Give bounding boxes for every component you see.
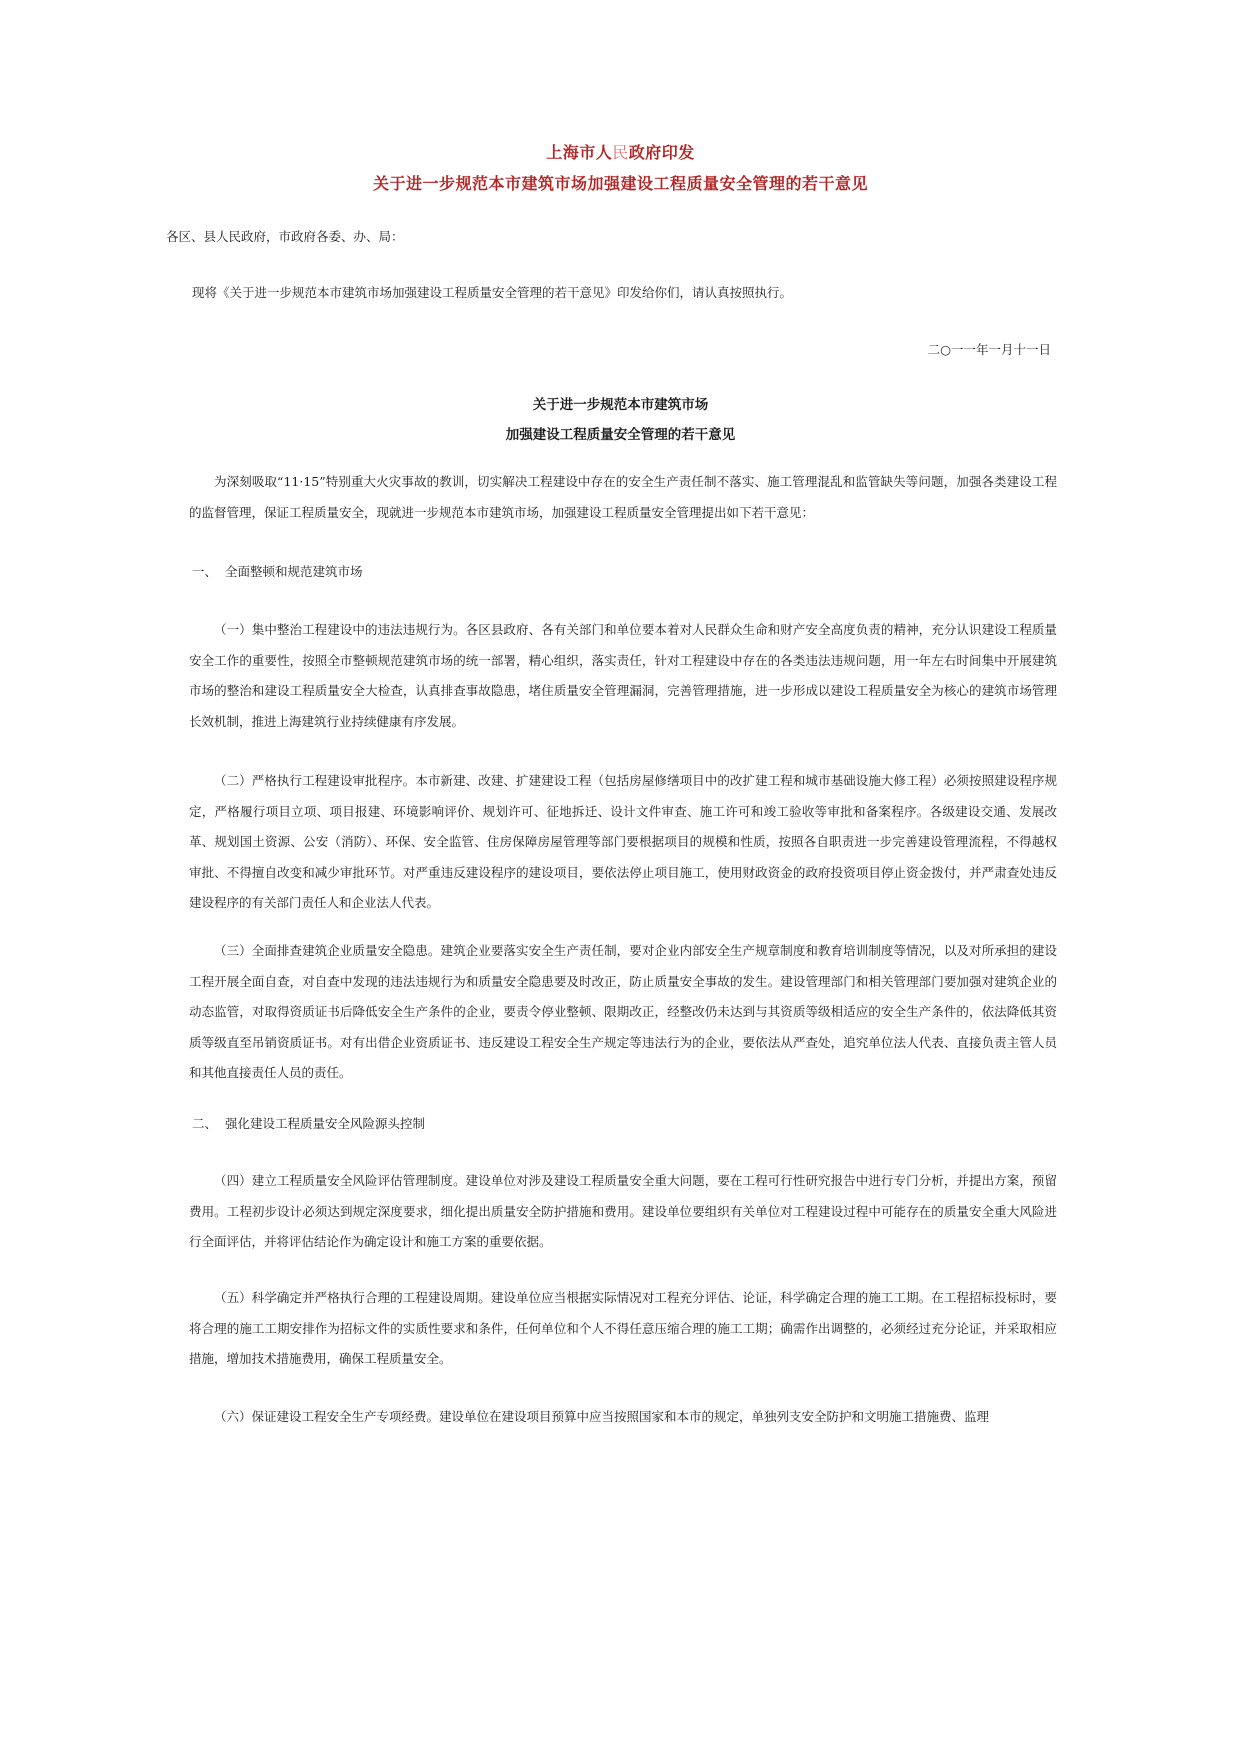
title-emphasis-char: 民 — [612, 143, 629, 162]
section1-heading: 一、 全面整顿和规范建筑市场 — [192, 564, 363, 579]
intro-paragraph: 为深刻吸取“11·15”特别重大火灾事故的教训，切实解决工程建设中存在的安全生产责任制不落实、施工管理混乱和监管缺失等问题，加强各类建设工程的监督管理，保证工程质量安全，现就进一步规范本市建筑市场，加强建设工程质量安全管理提出如下若干意见： — [189, 474, 1057, 520]
section2-heading: 二、 强化建设工程质量安全风险源头控制 — [192, 1116, 425, 1131]
header-title-line2: 关于进一步规范本市建筑市场加强建设工程质量安全管理的若干意见 — [372, 174, 868, 193]
notice-line: 现将《关于进一步规范本市建筑市场加强建设工程质量安全管理的若干意见》印发给你们，请认真按照执行。 — [192, 285, 793, 300]
header-title-line1: 上海市人民政府印发 — [546, 143, 695, 162]
doc-subtitle-line1: 关于进一步规范本市建筑市场 — [532, 397, 709, 413]
item6-paragraph: （六）保证建设工程安全生产专项经费。建设单位在建设项目预算中应当按照国家和本市的规定，单独列支安全防护和文明施工措施费、监理 — [214, 1409, 990, 1424]
item3-paragraph: （三）全面排查建筑企业质量安全隐患。建筑企业要落实安全生产责任制，要对企业内部安全生产规章制度和教育培训制度等情况，以及对所承担的建设工程开展全面自查，对自查中发现的违法违规行为和质量安全隐患要及时改正，防止质量安全事故的发生。建设管理部门和相关管理部门要加强对建筑企业的动态监管，对取得资质证书后降低安全生产条件的企业，要责令停业整顿、限期改正，经整改仍未达到与其资质等级相适应的安全生产条件的，依法降低其资质等级直至吊销资质证书。对有出借企业资质证书、违反建设工程安全生产规定等违法行为的企业，要依法从严查处，追究单位法人代表、直接负责主管人员和其他直接责任人员的责任。 — [189, 943, 1057, 1080]
item4-paragraph: （四）建立工程质量安全风险评估管理制度。建设单位对涉及建设工程质量安全重大问题，要在工程可行性研究报告中进行专门分析，并提出方案，预留费用。工程初步设计必须达到规定深度要求，细化提出质量安全防护措施和费用。建设单位要组织有关单位对工程建设过程中可能存在的质量安全重大风险进行全面评估，并将评估结论作为确定设计和施工方案的重要依据。 — [189, 1173, 1057, 1249]
doc-subtitle-line2: 加强建设工程质量安全管理的若干意见 — [505, 427, 736, 443]
issue-date: 二○一一年一月十一日 — [927, 342, 1051, 357]
item1-paragraph: （一）集中整治工程建设中的违法违规行为。各区县政府、各有关部门和单位要本着对人民群众生命和财产安全高度负责的精神，充分认识建设工程质量安全工作的重要性，按照全市整顿规范建筑市场的统一部署，精心组织，落实责任，针对工程建设中存在的各类违法违规问题，用一年左右时间集中开展建筑市场的整治和建设工程质量安全大检查，认真排查事故隐患，堵住质量安全管理漏洞，完善管理措施，进一步形成以建设工程质量安全为核心的建筑市场管理长效机制，推进上海建筑行业持续健康有序发展。 — [189, 622, 1057, 729]
addressees-line: 各区、县人民政府，市政府各委、办、局： — [166, 229, 404, 244]
item2-paragraph: （二）严格执行工程建设审批程序。本市新建、改建、扩建建设工程（包括房屋修缮项目中的改扩建工程和城市基础设施大修工程）必须按照建设程序规定，严格履行项目立项、项目报建、环境影响评价、规划许可、征地拆迁、设计文件审查、施工许可和竣工验收等审批和备案程序。各级建设交通、发展改革、规划国土资源、公安（消防）、环保、安全监管、住房保障房屋管理等部门要根据项目的规模和性质，按照各自职责进一步完善建设管理流程，不得越权审批、不得擅自改变和减少审批环节。对严重违反建设程序的建设项目，要依法停止项目施工，使用财政资金的政府投资项目停止资金拨付，并严肃查处违反建设程序的有关部门责任人和企业法人代表。 — [189, 773, 1057, 910]
item5-paragraph: （五）科学确定并严格执行合理的工程建设周期。建设单位应当根据实际情况对工程充分评估、论证，科学确定合理的施工工期。在工程招标投标时，要将合理的施工工期安排作为招标文件的实质性要求和条件，任何单位和个人不得任意压缩合理的施工工期；确需作出调整的，必须经过充分论证，并采取相应措施，增加技术措施费用，确保工程质量安全。 — [189, 1290, 1057, 1366]
